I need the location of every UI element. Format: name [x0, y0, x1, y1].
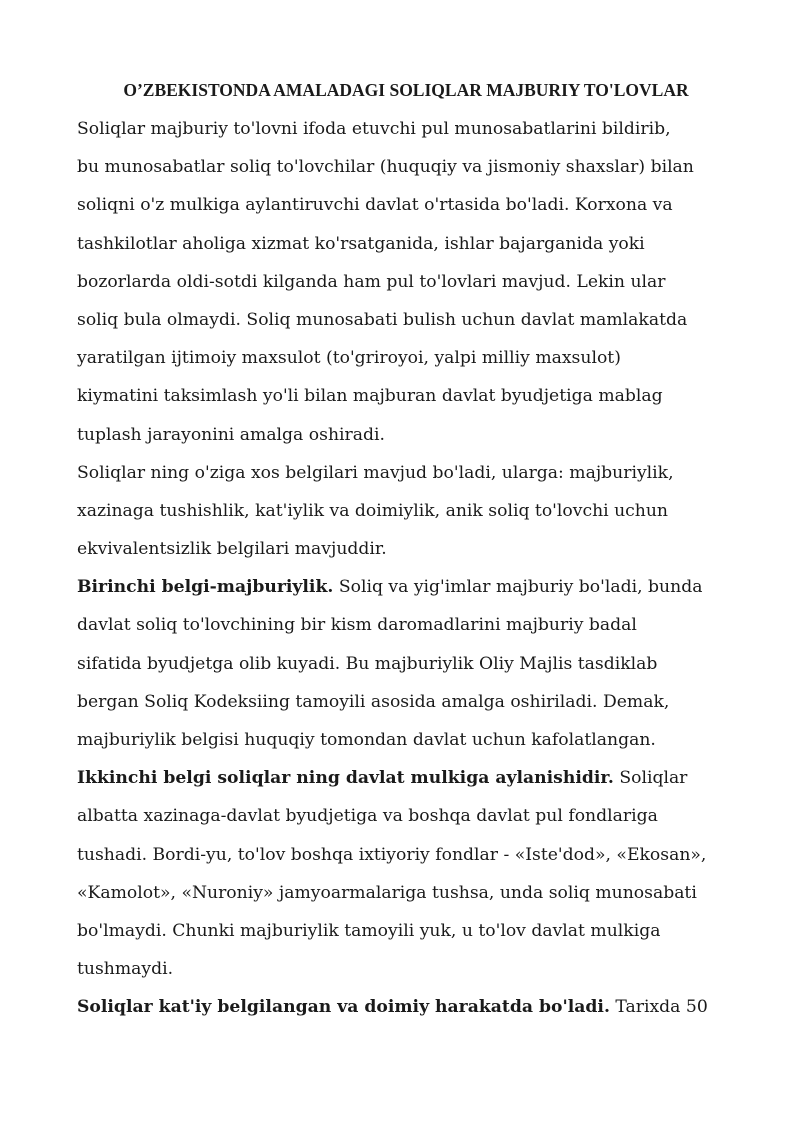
text-line: kiymatini taksimlash yo'li bilan majburan davlat byudjetiga mablag	[77, 386, 663, 407]
text-line: bergan Soliq Kodeksiing tamoyili asosida amalga oshiriladi. Demak,	[77, 691, 670, 712]
text-line: bo'lmaydi. Chunki majburiylik tamoyili yuk, u to'lov davlat mulkiga	[77, 920, 661, 941]
text-line: davlat soliq to'lovchining bir kism daromadlarini majburiy badal	[77, 615, 637, 636]
text-line: «Kamolot», «Nuroniy» jamyoarmalariga tushsa, unda soliq munosabati	[77, 882, 697, 903]
text-line: tashkilotlar aholiga xizmat ko'rsatganida, ishlar bajarganida yoki	[77, 233, 645, 254]
text-line: bu munosabatlar soliq to'lovchilar (huquqiy va jismoniy shaxslar) bilan	[77, 157, 694, 178]
bold-heading: Birinchi belgi-majburiylik.	[77, 577, 334, 598]
text-line: ekvivalentsizlik belgilari mavjuddir.	[77, 539, 387, 560]
text-line: soliq bula olmaydi. Soliq munosabati bulish uchun davlat mamlakatda	[77, 309, 688, 330]
document-title: O’ZBEKISTONDA AMALADAGI SOLIQLAR MAJBURIY TO'LOVLAR	[123, 80, 689, 100]
text-line: soliqni o'z mulkiga aylantiruvchi davlat o'rtasida bo'ladi. Korxona va	[77, 195, 673, 216]
text-line: xazinaga tushishlik, kat'iylik va doimiylik, anik soliq to'lovchi uchun	[77, 500, 669, 521]
text-line: tuplash jarayonini amalga oshiradi.	[77, 424, 385, 445]
text-line: Birinchi belgi-majburiylik. Soliq va yig'imlar majburiy bo'ladi, bunda	[77, 577, 703, 598]
text-line: tushmaydi.	[77, 959, 174, 980]
bold-heading: Soliqlar kat'iy belgilangan va doimiy harakatda bo'ladi.	[77, 997, 610, 1018]
text-line: Soliqlar ning o'ziga xos belgilari mavjud bo'ladi, ularga: majburiylik,	[77, 462, 674, 483]
text-line: yaratilgan ijtimoiy maxsulot (to'griroyoi, yalpi milliy maxsulot)	[77, 348, 621, 369]
document-body	[77, 110, 727, 1027]
text-line: sifatida byudjetga olib kuyadi. Bu majburiylik Oliy Majlis tasdiklab	[77, 653, 658, 674]
bold-heading: Ikkinchi belgi soliqlar ning davlat mulkiga aylanishidir.	[77, 768, 614, 789]
text-line: Soliqlar kat'iy belgilangan va doimiy harakatda bo'ladi. Tarixda 50	[77, 997, 708, 1018]
text-line: albatta xazinaga-davlat byudjetiga va boshqa davlat pul fondlariga	[77, 806, 658, 827]
text-line: tushadi. Bordi-yu, to'lov boshqa ixtiyoriy fondlar - «Iste'dod», «Ekosan»,	[77, 844, 707, 865]
text-line: bozorlarda oldi-sotdi kilganda ham pul to'lovlari mavjud. Lekin ular	[77, 271, 666, 292]
text-line: Soliqlar majburiy to'lovni ifoda etuvchi pul munosabatlarini bildirib,	[77, 119, 671, 139]
text-line: Ikkinchi belgi soliqlar ning davlat mulkiga aylanishidir. Soliqlar	[77, 768, 688, 789]
text-line: majburiylik belgisi huquqiy tomondan davlat uchun kafolatlangan.	[77, 730, 656, 750]
